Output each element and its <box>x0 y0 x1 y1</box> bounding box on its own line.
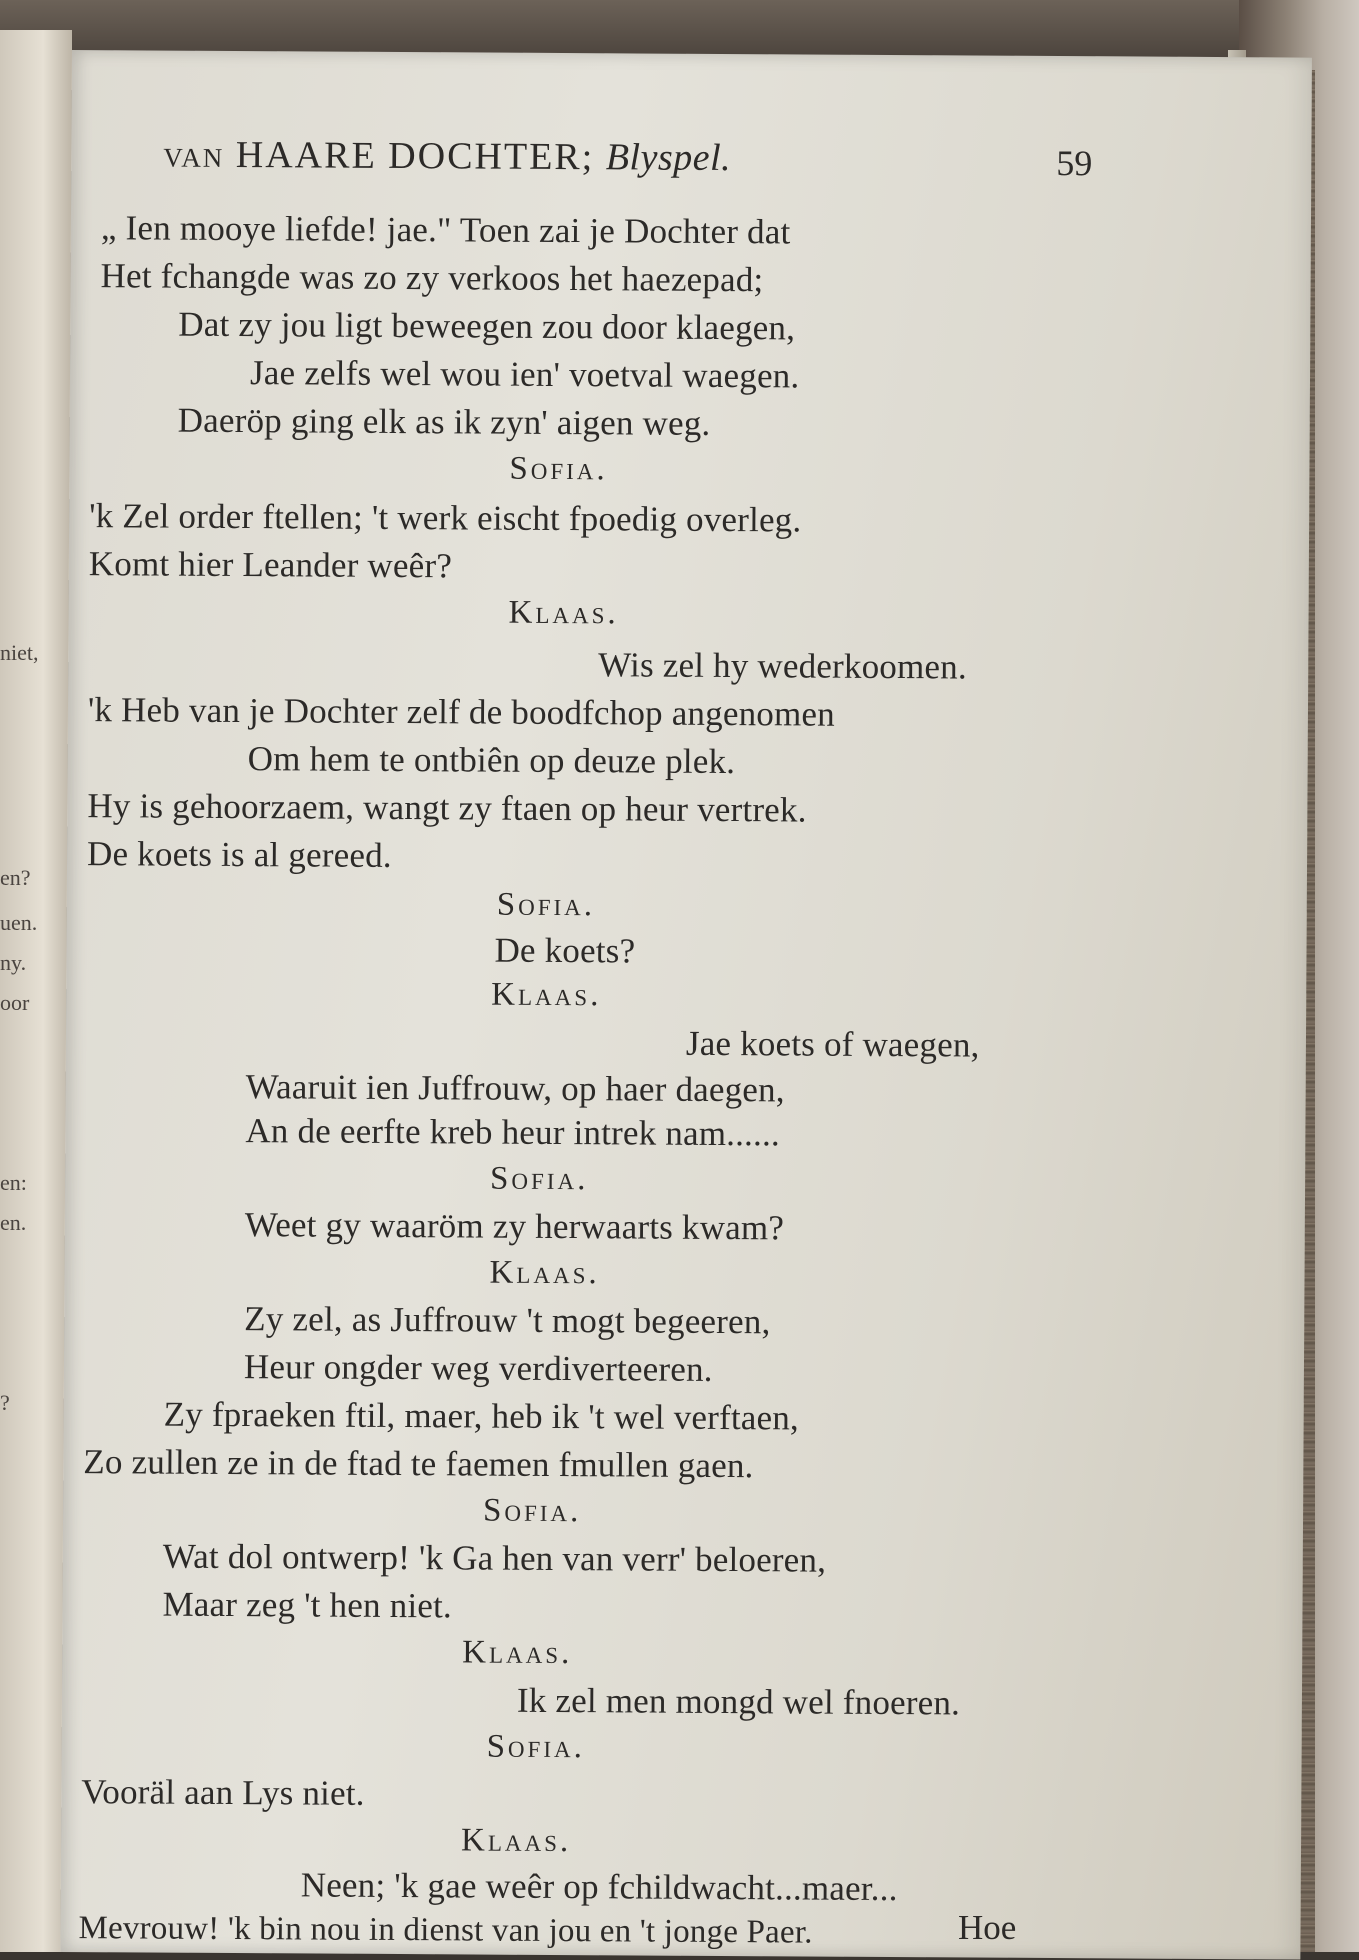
verse-line: De koets is al gereed. <box>86 834 392 875</box>
verse-line: Heur ongder weg verdiverteeren. <box>243 1347 713 1389</box>
verse-line: „ Ien mooye liefde! jae." Toen zai je Dochter dat <box>100 208 791 252</box>
verse-line: De koets? <box>494 930 636 971</box>
left-edge-fragment: en. <box>0 1210 27 1235</box>
verse-line: Dat zy jou ligt beweegen zou door klaegen, <box>178 304 796 348</box>
running-title: van HAARE DOCHTER; <box>163 133 595 179</box>
verse-line: 'k Zel order ftellen; 't werk eischt fpoedig overleg. <box>89 496 802 540</box>
left-edge-fragment: en: <box>0 1170 27 1195</box>
speaker-name: Klaas. <box>489 1254 600 1292</box>
speaker-name: Sofia. <box>509 450 608 488</box>
left-edge-fragment: ? <box>0 1390 10 1415</box>
speaker-name: Klaas. <box>462 1634 573 1672</box>
left-edge-fragment: en? <box>0 865 31 890</box>
verse-line: Ik zel men mongd wel fnoeren. <box>516 1680 961 1723</box>
speaker-name: Sofia. <box>482 1492 582 1530</box>
catchword: Hoe <box>958 1908 1017 1947</box>
speaker-name: Klaas. <box>508 594 619 632</box>
verse-line: Zy fpraeken ftil, maer, heb ik 't wel verftaen, <box>163 1394 800 1438</box>
verse-line: Jae zelfs wel wou ien' voetval waegen. <box>249 353 800 396</box>
verse-line: Waaruit ien Juffrouw, op haer daegen, <box>245 1067 785 1110</box>
verse-line: Zo zullen ze in de ftad te faemen fmullen gaen. <box>83 1442 754 1486</box>
speaker-name: Sofia. <box>486 1728 586 1766</box>
left-edge-fragment: uen. <box>0 910 38 935</box>
speaker-name: Klaas. <box>491 976 602 1014</box>
left-edge-fragment: oor <box>0 990 30 1015</box>
verse-line: Mevrouw! 'k bin nou in dienst van jou en 't jonge Paer. <box>78 1910 813 1951</box>
page-number: 59 <box>1056 143 1093 184</box>
verse-line: Neen; 'k gae weêr op fchildwacht...maer... <box>300 1865 898 1909</box>
page-text <box>60 50 1312 1960</box>
verse-line: An de eerfte kreb heur intrek nam...... <box>245 1111 781 1154</box>
book-page <box>60 50 1312 1960</box>
verse-line: Weet gy waaröm zy herwaarts kwam? <box>244 1205 785 1248</box>
speaker-name: Sofia. <box>490 1160 589 1198</box>
verse-line: Jae koets of waegen, <box>685 1023 980 1065</box>
verse-line: Maar zeg 't hen niet. <box>162 1584 453 1626</box>
left-edge-fragment: niet, <box>0 640 39 665</box>
verse-line: 'k Heb van je Dochter zelf de boodfchop angenomen <box>87 690 836 734</box>
verse-line: Wis zel hy wederkoomen. <box>598 645 968 687</box>
speaker-name: Sofia. <box>496 886 596 924</box>
verse-line: Komt hier Leander weêr? <box>88 544 453 586</box>
left-edge-fragment: ny. <box>0 950 27 975</box>
verse-line: Daeröp ging elk as ik zyn' aigen weg. <box>177 400 711 443</box>
speaker-name: Klaas. <box>460 1822 572 1860</box>
verse-line: Zy zel, as Juffrouw 't mogt begeeren, <box>244 1299 771 1342</box>
running-title-genre: Blyspel. <box>605 136 732 180</box>
running-header <box>163 133 731 180</box>
verse-line: Vooräl aan Lys niet. <box>81 1772 365 1813</box>
verse-line: Wat dol ontwerp! 'k Ga hen van verr' beloeren, <box>162 1536 827 1580</box>
verse-line: Om hem te ontbiên op deuze plek. <box>247 739 736 782</box>
verse-line: Het fchangde was zo zy verkoos het haezepad; <box>100 256 764 300</box>
verse-line: Hy is gehoorzaem, wangt zy ftaen op heur vertrek. <box>87 786 807 830</box>
